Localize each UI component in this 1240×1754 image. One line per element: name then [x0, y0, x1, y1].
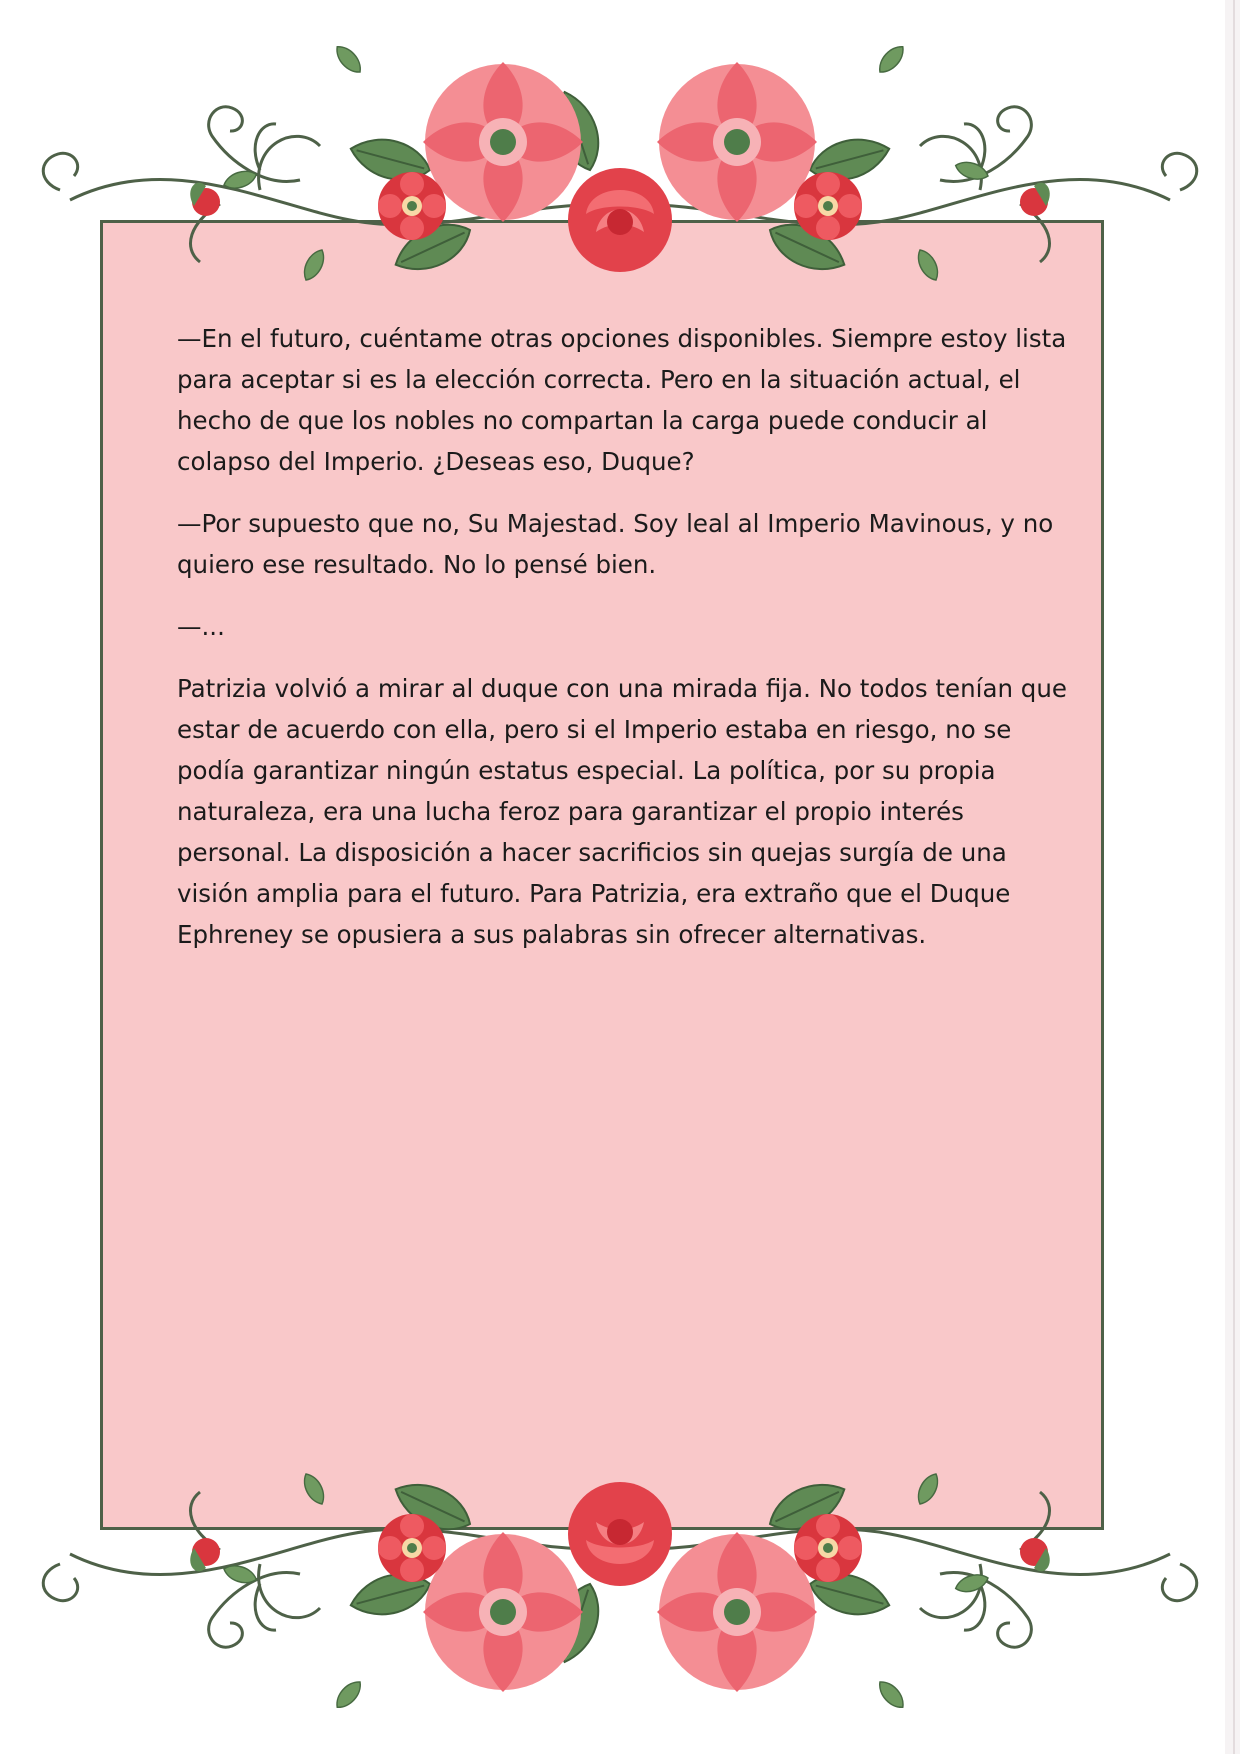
bottom-floral-garland-icon: [0, 1414, 1240, 1754]
top-floral-garland-icon: [0, 0, 1240, 340]
paragraph-3: —...: [177, 612, 225, 641]
paragraph-2: —Por supuesto que no, Su Majestad. Soy leal al Imperio Mavinous, y no quiero ese resultado. No lo pensé bien.: [177, 509, 1054, 579]
paragraph-4: Patrizia volvió a mirar al duque con una mirada fija. No todos tenían que estar de acuerdo con ella, pero si el Imperio estaba en riesgo, no se podía garantizar ningún estatus especial. La política, por su propia naturaleza, era una lucha feroz para garantizar el propio interés personal. La disposición a hacer sacrificios sin quejas surgía de una visión amplia para el futuro. Para Patrizia, era extraño que el Duque Ephreney se opusiera a sus palabras sin ofrecer alternativas.: [177, 674, 1067, 949]
story-text: [177, 318, 1077, 976]
paragraph-1: —En el futuro, cuéntame otras opciones disponibles. Siempre estoy lista para aceptar si es la elección correcta. Pero en la situación actual, el hecho de que los nobles no compartan la carga puede conducir al colapso del Imperio. ¿Deseas eso, Duque?: [177, 324, 1067, 476]
